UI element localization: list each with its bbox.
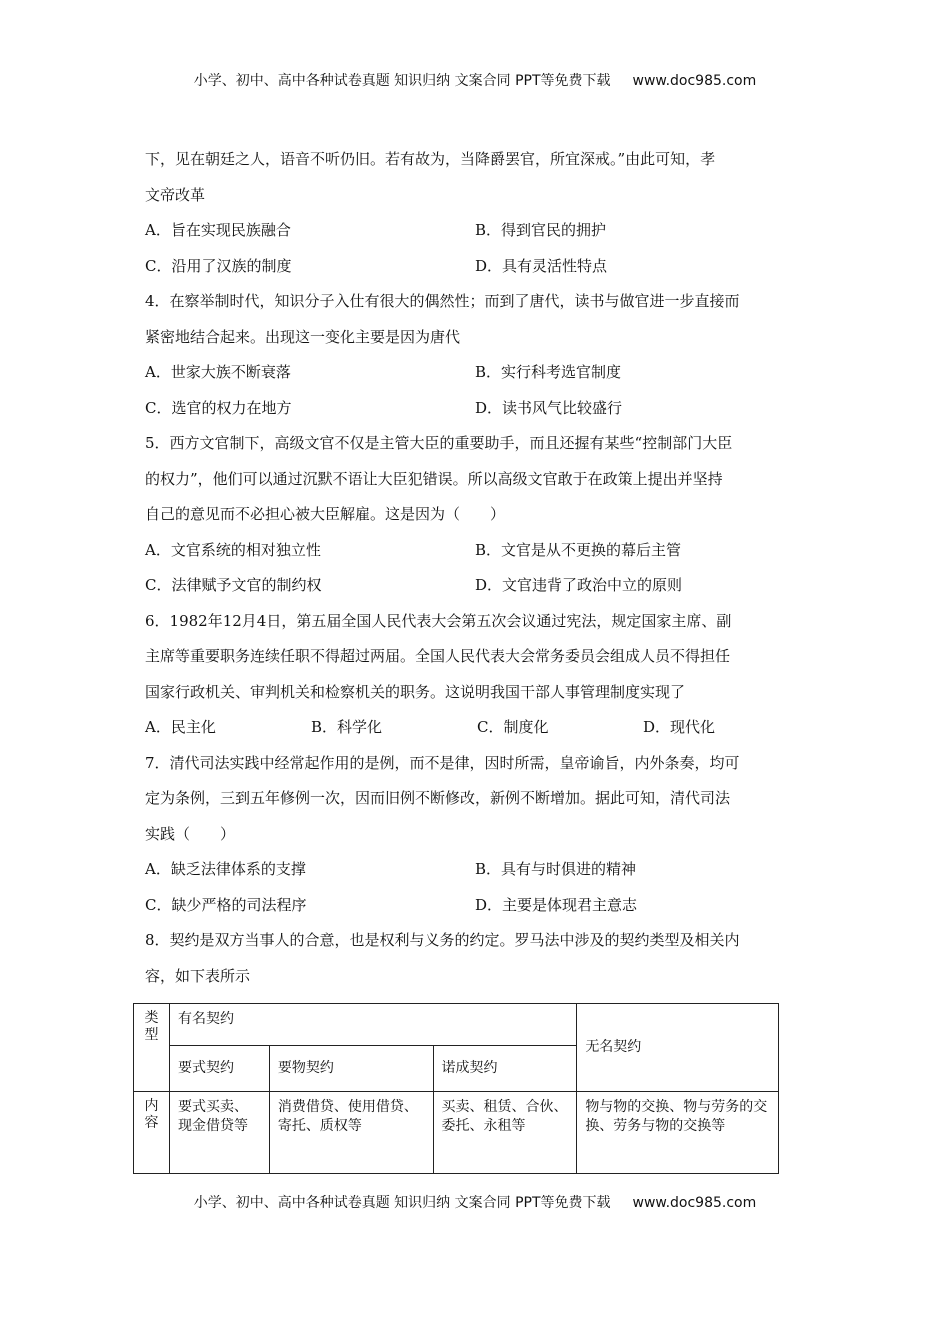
q4-option-d[interactable]: D．读书风气比较盛行 — [475, 398, 623, 417]
table-row — [134, 1092, 779, 1174]
contract-types-table — [133, 1003, 779, 1174]
q7-text-line: 7．清代司法实践中经常起作用的是例，而不是律，因时所需，皇帝谕旨，内外条奏，均可 — [145, 753, 740, 772]
q5-text-line: 5．西方文官制下，高级文官不仅是主管大臣的重要助手，而且还握有某些“控制部门大臣 — [145, 434, 733, 452]
q6-option-b[interactable]: B．科学化 — [311, 718, 383, 736]
q6-option-c[interactable]: C．制度化 — [477, 718, 549, 736]
q5-option-d[interactable]: D．文官违背了政治中立的原则 — [475, 576, 683, 594]
consensual-contract-content: 买卖、租赁、合伙、委托、永租等 — [433, 1092, 577, 1174]
q6-option-d[interactable]: D．现代化 — [643, 718, 716, 736]
q5-option-c[interactable]: C．法律赋予文官的制约权 — [145, 576, 322, 594]
q4-options-row — [145, 391, 815, 427]
q6-text-line: 国家行政机关、审判机关和检察机关的职务。这说明我国干部人事管理制度实现了 — [145, 682, 686, 701]
q5-text-line: 的权力”，他们可以通过沉默不语让大臣犯错误。所以高级文官敢于在政策上提出并坚持 — [145, 469, 723, 488]
q5-option-b[interactable]: B．文官是从不更换的幕后主管 — [475, 540, 682, 559]
q4-option-b[interactable]: B．实行科考选官制度 — [475, 363, 622, 381]
q4-option-a[interactable]: A．世家大族不断衰落 — [145, 363, 291, 381]
question-content — [145, 142, 815, 994]
q4-options-row — [145, 355, 815, 391]
formal-contract-cell: 要式契约 — [169, 1046, 269, 1092]
q4-text-line: 紧密地结合起来。出现这一变化主要是因为唐代 — [145, 327, 461, 346]
q5-options-row — [145, 568, 815, 604]
named-contract-cell — [169, 1004, 576, 1046]
footer-url-link[interactable]: www.doc985.com — [632, 1195, 757, 1211]
footer-text: 小学、初中、高中各种试卷真题 知识归纳 文案合同 PPT等免费下载 — [193, 1195, 611, 1211]
q3-text-line: 下，见在朝廷之人，语音不听仍旧。若有故为，当降爵罢官，所宜深戒。”由此可知，孝 — [145, 150, 716, 168]
q3-option-d[interactable]: D．具有灵活性特点 — [475, 256, 608, 275]
content-label: 内容 — [144, 1098, 159, 1131]
q8-text-line: 容，如下表所示 — [145, 966, 251, 985]
q7-options-row — [145, 888, 815, 924]
q7-option-a[interactable]: A．缺乏法律体系的支撑 — [145, 860, 306, 878]
formal-contract-content: 要式买卖、现金借贷等 — [169, 1092, 269, 1174]
q7-text-line: 定为条例，三到五年修例一次，因而旧例不断修改，新例不断增加。据此可知，清代司法 — [145, 789, 731, 807]
unnamed-contract-cell — [577, 1004, 779, 1092]
consensual-contract-cell: 诺成契约 — [433, 1046, 577, 1092]
q7-option-b[interactable]: B．具有与时俱进的精神 — [475, 860, 637, 878]
unnamed-contract-content: 物与物的交换、物与劳务的交换、劳务与物的交换等 — [577, 1092, 779, 1174]
q6-text-line: 主席等重要职务连续任职不得超过两届。全国人民代表大会常务委员会组成人员不得担任 — [145, 647, 731, 665]
q3-options-row — [145, 213, 815, 249]
q7-option-c[interactable]: C．缺少严格的司法程序 — [145, 895, 307, 914]
header-text: 小学、初中、高中各种试卷真题 知识归纳 文案合同 PPT等免费下载 — [193, 73, 611, 89]
unnamed-contract-label: 无名契约 — [585, 1039, 642, 1055]
q6-options-row — [145, 710, 815, 746]
q5-options-row — [145, 533, 815, 569]
q8-text-line: 8．契约是双方当事人的合意，也是权利与义务的约定。罗马法中涉及的契约类型及相关内 — [145, 931, 740, 949]
real-contract-content: 消费借贷、使用借贷、寄托、质权等 — [269, 1092, 433, 1174]
page-header — [0, 70, 950, 90]
real-contract-cell: 要物契约 — [269, 1046, 433, 1092]
q7-text-line: 实践（ ） — [145, 824, 236, 843]
q4-option-c[interactable]: C．选官的权力在地方 — [145, 398, 292, 417]
q3-option-c[interactable]: C．沿用了汉族的制度 — [145, 256, 292, 275]
q3-options-row — [145, 249, 815, 285]
q3-option-b[interactable]: B．得到官民的拥护 — [475, 221, 607, 239]
q5-option-a[interactable]: A．文官系统的相对独立性 — [145, 540, 321, 559]
q4-text-line: 4．在察举制时代，知识分子入仕有很大的偶然性；而到了唐代，读书与做官进一步直接而 — [145, 292, 740, 310]
content-label-cell — [134, 1092, 170, 1174]
q6-text-line: 6．1982年12月4日，第五届全国人民代表大会第五次会议通过宪法，规定国家主席、副 — [145, 611, 732, 630]
q7-options-row — [145, 852, 815, 888]
q3-text-line: 文帝改革 — [145, 185, 206, 204]
q7-option-d[interactable]: D．主要是体现君主意志 — [475, 895, 638, 914]
q5-text-line: 自己的意见而不必担心被大臣解雇。这是因为（ ） — [145, 505, 506, 523]
type-label: 类型 — [144, 1010, 159, 1043]
q6-option-a[interactable]: A．民主化 — [145, 718, 216, 736]
type-label-cell — [134, 1004, 170, 1092]
page-footer — [0, 1192, 950, 1212]
header-url-link[interactable]: www.doc985.com — [632, 73, 757, 89]
q3-option-a[interactable]: A．旨在实现民族融合 — [145, 221, 291, 239]
table-row — [134, 1004, 779, 1046]
named-contract-label: 有名契约 — [177, 1011, 234, 1027]
